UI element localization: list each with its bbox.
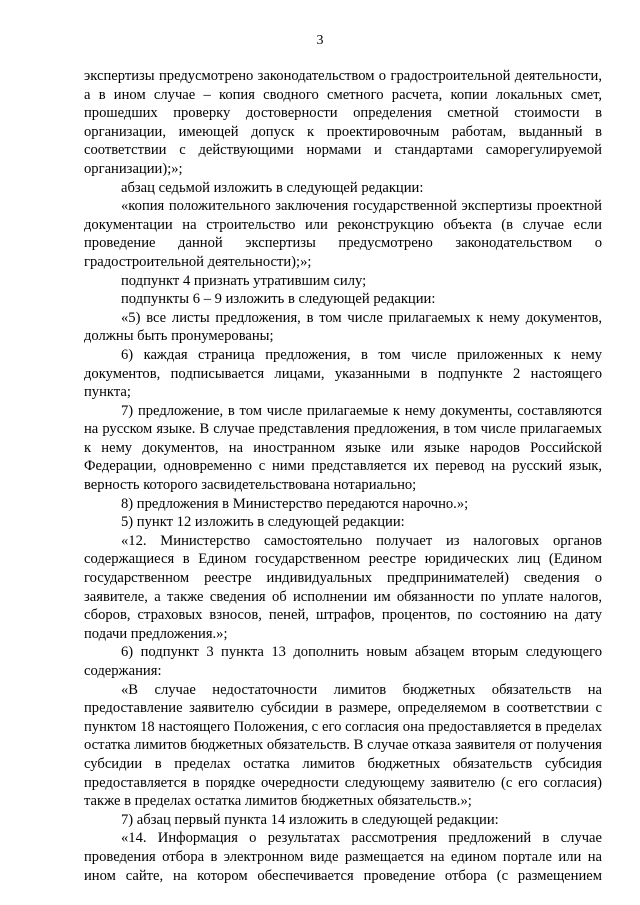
paragraph-7: 6) каждая страница предложения, в том числе приложенных к нему документов, подписывается лицами, указанными в подпункте 2 настоящего пункта; <box>84 346 602 401</box>
paragraph-1: экспертизы предусмотрено законодательством о градостроительной деятельности, а в ином случае – копия сводного сметного расчета, копии локальных смет, прошедших проверку достоверности определения сметной стоимости в организации, имеющей допуск к проектировочным работам, выданный в соответствии с действующими нормами и стандартами саморегулируемой организации);»; <box>84 68 602 177</box>
paragraph-9: 8) предложения в Министерство передаются нарочно.»; <box>121 495 469 512</box>
paragraph-11: «12. Министерство самостоятельно получает из налоговых органов содержащиеся в Едином государственном реестре юридических лиц (Едином государственном реестре индивидуальных предпринимателей) сведения о заявителе, а также сведения об исполнении им обязанности по уплате налогов, сборов, страховых взносов, пеней, штрафов, процентов, по состоянию на дату подачи предложения.»; <box>84 532 602 642</box>
document-body <box>84 67 602 885</box>
paragraph-2: абзац седьмой изложить в следующей редакции: <box>121 179 424 196</box>
paragraph-5: подпункты 6 – 9 изложить в следующей редакции: <box>121 291 436 308</box>
paragraph-3: «копия положительного заключения государственной экспертизы проектной документации на строительство или реконструкцию объекта (в случае если проведение данной экспертизы предусмотрено законодательством о градостроительной деятельности);»; <box>84 198 602 270</box>
paragraph-4: подпункт 4 признать утратившим силу; <box>121 272 367 289</box>
paragraph-8: 7) предложение, в том числе прилагаемые к нему документы, составляются на русском языке. В случае представления предложения, в том числе прилагаемых к нему документов, на иностранном языке или языке народов Российской Федерации, одновременно с ними представляется их перевод на русский язык, верность которого засвидетельствована нотариально; <box>84 402 602 494</box>
paragraph-13: «В случае недостаточности лимитов бюджетных обязательств на предоставление заявителю субсидии в размере, определяемом в соответствии с пунктом 18 настоящего Положения, с его согласия она предоставляется в пределах остатка лимитов бюджетных обязательств. В случае отказа заявителя от получения субсидии в пределах остатка лимитов бюджетных обязательств субсидия предоставляется в порядке очередности следующему заявителю (с его согласия) также в пределах остатка лимитов бюджетных обязательств.»; <box>84 681 602 810</box>
paragraph-15: «14. Информация о результатах рассмотрения предложений в случае проведения отбора в электронном виде размещается на едином портале или на ином сайте, на котором обеспечивается проведение отбора (с размещением <box>84 830 602 884</box>
paragraph-12: 6) подпункт 3 пункта 13 дополнить новым абзацем вторым следующего содержания: <box>84 644 602 679</box>
paragraph-10: 5) пункт 12 изложить в следующей редакции: <box>121 514 405 531</box>
page-number: 3 <box>316 33 324 48</box>
paragraph-14: 7) абзац первый пункта 14 изложить в следующей редакции: <box>121 811 499 828</box>
paragraph-6: «5) все листы предложения, в том числе прилагаемых к нему документов, должны быть пронумерованы; <box>84 309 602 345</box>
